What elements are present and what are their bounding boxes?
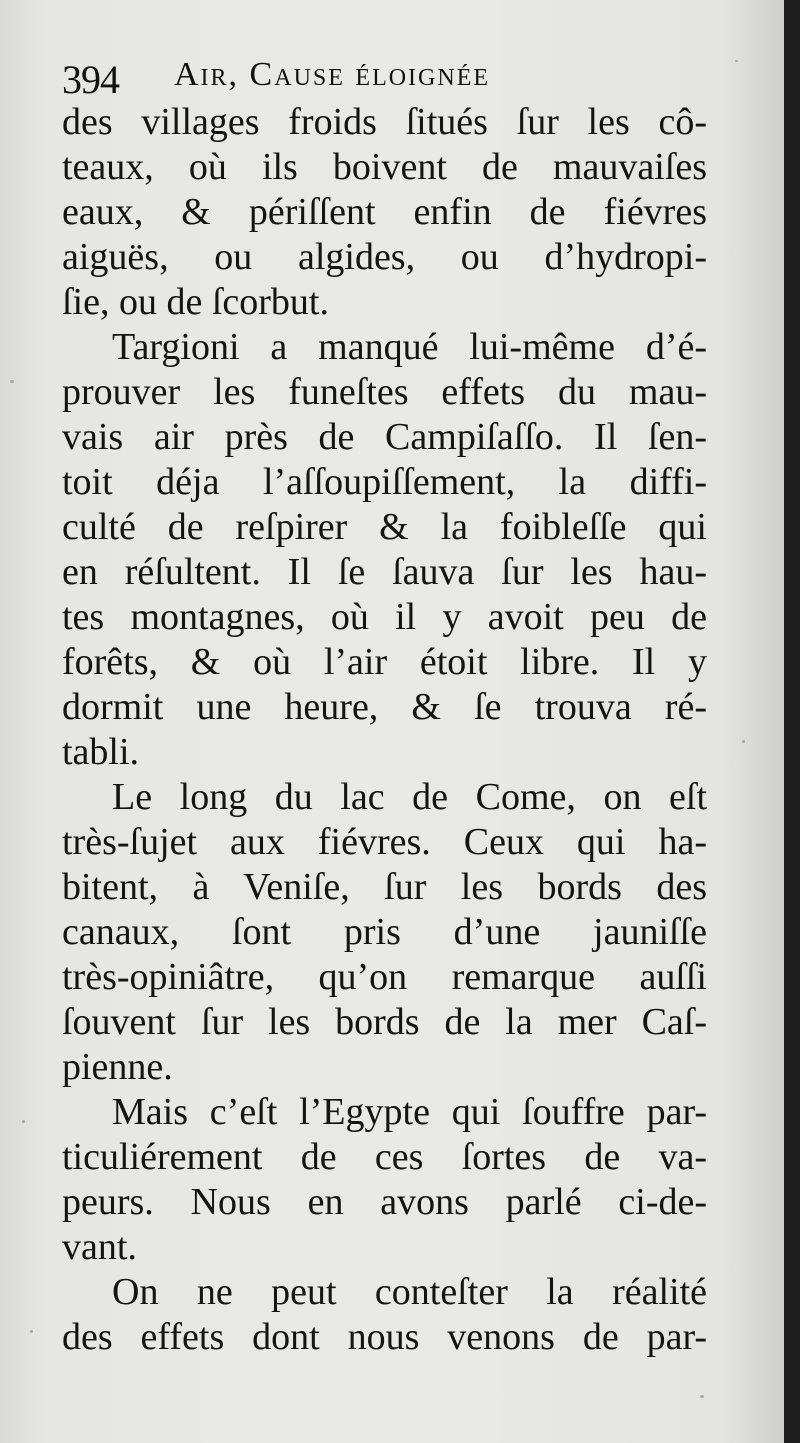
body-text: [62, 100, 707, 1360]
text-line: des effets dont nous venons de par-: [62, 1316, 707, 1358]
text-line: ſie, ou de ſcorbut.: [62, 281, 329, 323]
text-line: bitent, à Veniſe, ſur les bords des: [62, 866, 707, 908]
text-line: ſouvent ſur les bords de la mer Caſ-: [62, 1001, 707, 1043]
ink-speck: [30, 1330, 33, 1333]
text-line: dormit une heure, & ſe trouva ré-: [62, 686, 707, 728]
text-line: vais air près de Campiſaſſo. Il ſen-: [62, 416, 707, 458]
text-line: eaux, & périſſent enfin de fiévres: [62, 191, 707, 233]
text-line: pienne.: [62, 1046, 173, 1088]
text-line: peurs. Nous en avons parlé ci-de-: [62, 1181, 707, 1223]
text-line: tes montagnes, où il y avoit peu de: [62, 596, 707, 638]
text-line: tabli.: [62, 731, 140, 773]
ink-speck: [700, 1395, 704, 1398]
text-line: toit déja l’aſſoupiſſement, la diffi-: [62, 461, 707, 503]
paragraph-start-line: Targioni a manqué lui-même d’é-: [112, 326, 707, 368]
paragraph-start-line: On ne peut conteſter la réalité: [112, 1271, 707, 1313]
text-line: forêts, & où l’air étoit libre. Il y: [62, 641, 707, 683]
text-line: ticuliérement de ces ſortes de va-: [62, 1136, 707, 1178]
running-header: [62, 40, 762, 100]
paragraph-start-line: Le long du lac de Come, on eſt: [112, 776, 707, 818]
text-line: très-opiniâtre, qu’on remarque auſſi: [62, 956, 707, 998]
scan-gutter: [784, 0, 800, 1443]
text-line: teaux, où ils boivent de mauvaiſes: [62, 146, 707, 188]
text-line: prouver les funeſtes effets du mau-: [62, 371, 707, 413]
text-line: aiguës, ou algides, ou d’hydropi-: [62, 236, 707, 278]
text-line: culté de reſpirer & la foibleſſe qui: [62, 506, 707, 548]
text-line: en réſultent. Il ſe ſauva ſur les hau-: [62, 551, 707, 593]
text-line: des villages froids ſitués ſur les cô-: [62, 101, 707, 143]
ink-speck: [10, 380, 14, 383]
text-line: très-ſujet aux fiévres. Ceux qui ha-: [62, 821, 707, 863]
text-line: vant.: [62, 1226, 137, 1268]
text-line: canaux, ſont pris d’une jauniſſe: [62, 911, 707, 953]
ink-speck: [742, 740, 745, 743]
ink-speck: [22, 1120, 25, 1123]
page-number: 394: [62, 57, 119, 102]
running-title: Air, Cause éloignée: [174, 56, 491, 93]
paragraph-start-line: Mais c’eſt l’Egypte qui ſouffre par-: [112, 1091, 707, 1133]
